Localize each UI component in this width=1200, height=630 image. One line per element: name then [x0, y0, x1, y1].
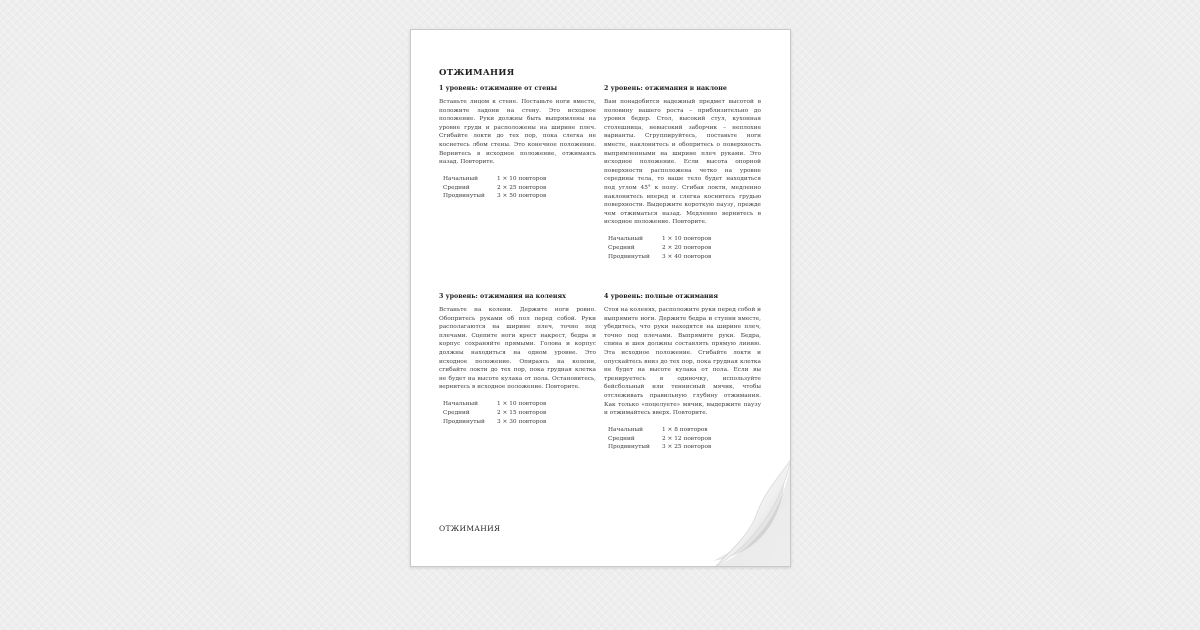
level-name: Продвинутый — [443, 418, 485, 425]
levels-table — [443, 400, 546, 426]
level-reps: 2 × 25 повторов — [497, 184, 547, 191]
section-heading: 3 уровень: отжимания на коленях — [439, 293, 566, 300]
levels-table — [608, 235, 711, 261]
section-heading: 1 уровень: отжимание от стены — [439, 85, 558, 92]
level-name: Начальный — [443, 175, 478, 182]
level-reps: 2 × 12 повторов — [662, 435, 712, 442]
level-name: Начальный — [608, 235, 643, 242]
level-name: Начальный — [608, 426, 643, 433]
level-name: Продвинутый — [608, 253, 650, 260]
section-level-4 — [604, 293, 761, 452]
document-page — [410, 29, 791, 567]
level-name: Средний — [608, 435, 635, 442]
section-level-1 — [439, 85, 596, 201]
level-name: Продвинутый — [608, 444, 650, 451]
level-reps: 3 × 50 повторов — [497, 193, 547, 200]
level-name: Средний — [443, 184, 470, 191]
level-name: Средний — [608, 244, 635, 251]
level-name: Средний — [443, 409, 470, 416]
level-reps: 2 × 20 повторов — [662, 244, 712, 251]
level-row — [608, 244, 711, 253]
level-row — [443, 192, 546, 201]
section-body: Встаньте на колени. Держите ноги ровно. Обопритесь руками об пол перед собой. Руки располагаются на ширине плеч, точно под плечами. Сцепите ноги крест накрест, бедра и корпус сохраняйте прямыми. Голова и корпус должны находиться на одном уровне. Это исходное положение. Опираясь на колени, сгибайте локти до тех пор, пока грудная клетка не будет на высоте кулака от пола. Остановитесь, вернитесь в исходное положение. Повторите. — [439, 307, 596, 391]
level-row — [608, 435, 711, 444]
level-row — [608, 235, 711, 244]
level-reps: 3 × 25 повторов — [662, 444, 712, 451]
page-curl-icon — [711, 447, 791, 567]
level-row — [443, 175, 546, 184]
level-row — [443, 409, 546, 418]
level-row — [608, 253, 711, 262]
level-reps: 1 × 10 повторов — [497, 400, 547, 407]
level-reps: 3 × 40 повторов — [662, 253, 712, 260]
section-heading: 2 уровень: отжимания в наклоне — [604, 85, 727, 92]
level-reps: 1 × 8 повторов — [662, 426, 708, 433]
level-reps: 2 × 15 повторов — [497, 409, 547, 416]
level-reps: 1 × 10 повторов — [497, 175, 547, 182]
section-body: Встаньте лицом к стене. Поставьте ноги вместе, положите ладони на стену. Это исходное положение. Руки должны быть выпрямлены на уровне груди и расположены на ширине плеч. Сгибайте локти до тех пор, пока слегка не коснетесь лбом стены. Это конечное положение. Вернитесь в исходное положение, отжимаясь назад. Повторите. — [439, 99, 596, 166]
level-name: Начальный — [443, 400, 478, 407]
section-level-3 — [439, 293, 596, 426]
level-reps: 3 × 30 повторов — [497, 418, 547, 425]
levels-table — [608, 426, 711, 452]
level-row — [608, 426, 711, 435]
levels-table — [443, 175, 546, 201]
section-heading: 4 уровень: полные отжимания — [604, 293, 718, 300]
level-reps: 1 × 10 повторов — [662, 235, 712, 242]
section-body: Вам понадобится надежный предмет высотой в половину вашего роста – приблизительно до уровня бедер. Стол, высокий стул, кухонная столешница, невысокий заборчик – неплохие варианты. Сгруппируйтесь, поставьте ноги вместе, наклонитесь и обопритесь о поверхность выпрямленными на ширине плеч руками. Это исходное положение. Если высота опорной поверхности расположена четко на уровне середины тела, то ваше тело будет находиться под углом 45° к полу. Сгибая локти, медленно наклонитесь вперед и слегка коснитесь грудью поверхности. Выдержите короткую паузу, прежде чем отжиматься назад. Медленно вернитесь в исходное положение. Повторите. — [604, 99, 761, 226]
page-footer: ОТЖИМАНИЯ — [439, 524, 501, 533]
level-row — [443, 400, 546, 409]
level-row — [443, 184, 546, 193]
section-level-2 — [604, 85, 761, 261]
section-body: Стоя на коленях, расположите руки перед собой и выпрямите ноги. Держите бедра и ступни вместе, убедитесь, что руки находятся на ширине плеч, точно под плечами. Выпрямите руки. Бедра, спина и шея должны составлять прямую линию. Эта исходное положение. Сгибайте локти и опускайтесь вниз до тех пор, пока грудная клетка не будет на высоте кулака от пола. Если вы тренируетесь в одиночку, используйте бейсбольный или теннисный мячик, чтобы отслеживать правильную глубину отжимания. Как только «поцелуете» мячик, выдержите паузу и отжимайтесь вверх. Повторите. — [604, 307, 761, 417]
level-name: Продвинутый — [443, 193, 485, 200]
level-row — [443, 418, 546, 427]
document-title: ОТЖИМАНИЯ — [439, 68, 515, 78]
level-row — [608, 443, 711, 452]
